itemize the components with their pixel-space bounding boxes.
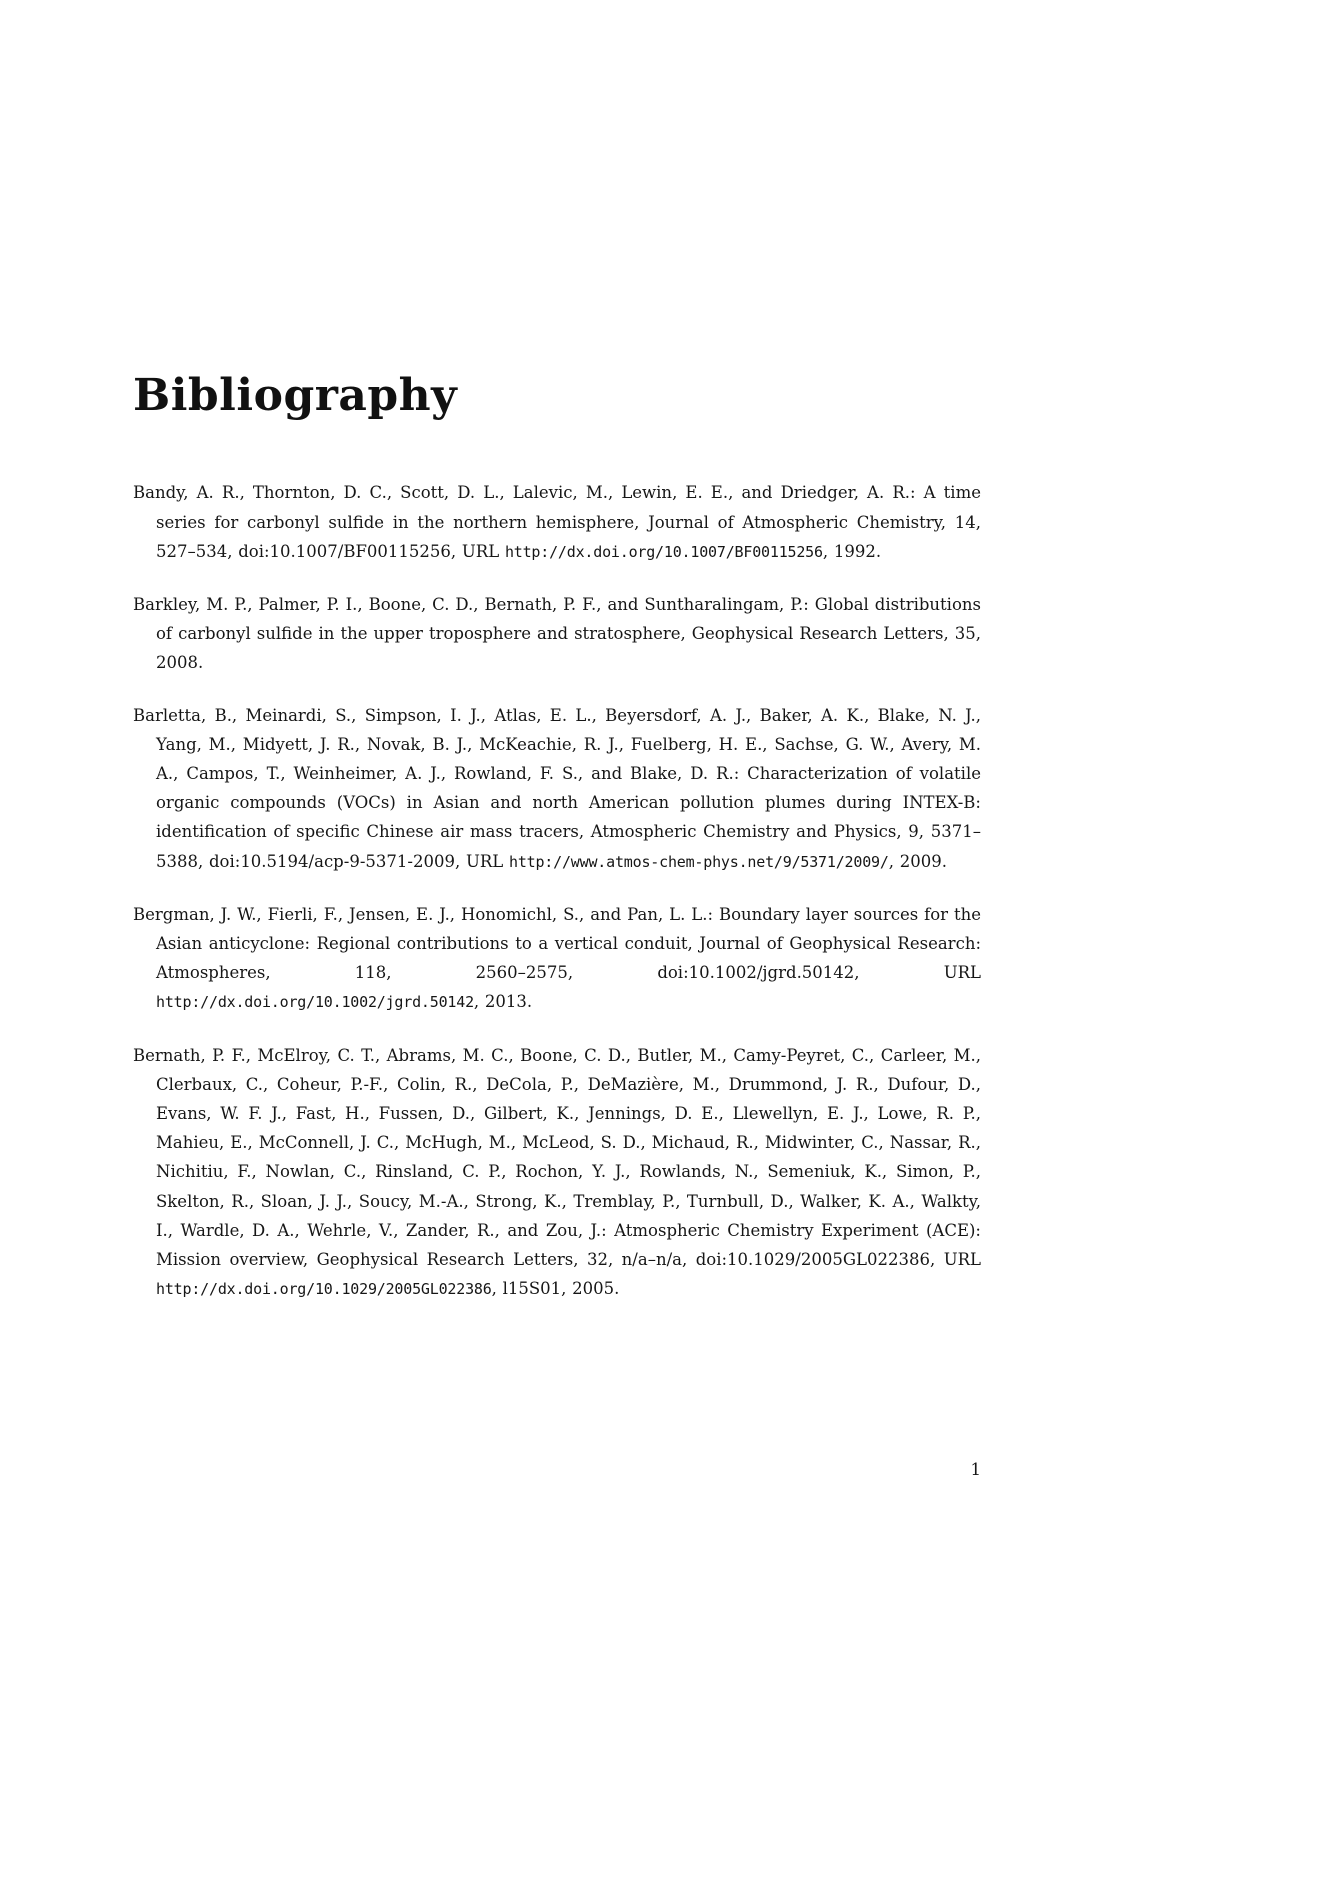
bibliography-entry <box>133 701 981 877</box>
page-title: Bibliography <box>133 370 458 421</box>
url-link[interactable]: http://dx.doi.org/10.1002/jgrd.50142 <box>156 993 474 1012</box>
entry-text: , 2009. <box>888 851 947 871</box>
entry-text: , 1992. <box>822 541 882 561</box>
url-link[interactable]: http://dx.doi.org/10.1029/2005GL022386 <box>156 1280 492 1299</box>
entry-text: Barletta, B., Meinardi, S., Simpson, I. J., Atlas, E. L., Beyersdorf, A. J., Baker, A. K., Blake, N. J., Yang, M., Midyett, J. R., Novak, B. J., McKeachie, R. J., Fuelberg, H. E., Sachse, G. W., Avery, M. A., Campos, T., Weinheimer, A. J., Rowland, F. S., and Blake, D. R.: Characterization of volatile organic compounds (VOCs) in Asian and north American pollution plumes during INTEX-B: identification of specific Chinese air mass tracers, Atmospheric Chemistry and Physics, 9, 5371–5388, doi:10.5194/acp-9-5371-2009, URL <box>133 705 981 871</box>
url-link[interactable]: http://www.atmos-chem-phys.net/9/5371/2009/ <box>508 852 889 871</box>
url-link[interactable]: http://dx.doi.org/10.1007/BF00115256 <box>504 542 823 561</box>
entry-text: Bergman, J. W., Fierli, F., Jensen, E. J., Honomichl, S., and Pan, L. L.: Boundary layer sources for the Asian anticyclone: Regional contributions to a vertical conduit, Journal of Geophysical Research: Atmospheres, 118, 2560–2575, doi:10.1002/jgrd.50142, URL <box>133 904 981 983</box>
page-number: 1 <box>970 1460 981 1479</box>
entry-text: , 2013. <box>473 992 533 1012</box>
bibliography-list <box>133 478 981 1304</box>
bibliography-entry <box>133 900 981 1018</box>
entry-text: , l15S01, 2005. <box>491 1279 620 1299</box>
entry-text: Bernath, P. F., McElroy, C. T., Abrams, M. C., Boone, C. D., Butler, M., Camy-Peyret, C., Carleer, M., Clerbaux, C., Coheur, P.-F., Colin, R., DeCola, P., DeMazière, M., Drummond, J. R., Dufour, D., Evans, W. F. J., Fast, H., Fussen, D., Gilbert, K., Jennings, D. E., Llewellyn, E. J., Lowe, R. P., Mahieu, E., McConnell, J. C., McHugh, M., McLeod, S. D., Michaud, R., Midwinter, C., Nassar, R., Nichitiu, F., Nowlan, C., Rinsland, C. P., Rochon, Y. J., Rowlands, N., Semeniuk, K., Simon, P., Skelton, R., Sloan, J. J., Soucy, M.-A., Strong, K., Tremblay, P., Turnbull, D., Walker, K. A., Walkty, I., Wardle, D. A., Wehrle, V., Zander, R., and Zou, J.: Atmospheric Chemistry Experiment (ACE): Mission overview, Geophysical Research Letters, 32, n/a–n/a, doi:10.1029/2005GL022386, URL <box>133 1045 981 1270</box>
bibliography-entry <box>133 590 981 678</box>
entry-text: Barkley, M. P., Palmer, P. I., Boone, C. D., Bernath, P. F., and Suntharalingam, P.: Global distributions of carbonyl sulfide in the upper troposphere and stratosphere, Geophysical Research Letters, 35, 2008. <box>133 595 981 673</box>
text-block <box>133 0 981 1327</box>
bibliography-entry <box>133 478 981 567</box>
entry-text: Bandy, A. R., Thornton, D. C., Scott, D. L., Lalevic, M., Lewin, E. E., and Driedger, A. R.: A time series for carbonyl sulfide in the northern hemisphere, Journal of Atmospheric Chemistry, 14, 527–534, doi:10.1007/BF00115256, URL <box>133 483 981 561</box>
bibliography-entry <box>133 1041 981 1305</box>
